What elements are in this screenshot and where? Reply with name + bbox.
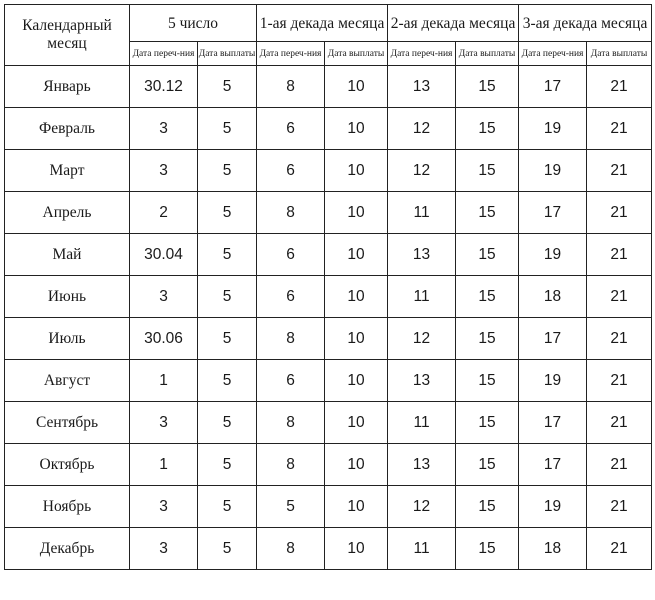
subheader-transfer-date: Дата переч-ния [130, 42, 198, 66]
payment-date-cell: 5 [198, 318, 257, 360]
payment-date-cell: 10 [325, 360, 388, 402]
transfer-date-cell: 11 [388, 402, 456, 444]
payment-date-cell: 21 [587, 234, 652, 276]
group-header-5th-day: 5 число [130, 5, 257, 42]
month-cell: Февраль [5, 108, 130, 150]
transfer-date-cell: 12 [388, 150, 456, 192]
transfer-date-cell: 19 [519, 234, 587, 276]
transfer-date-cell: 18 [519, 276, 587, 318]
transfer-date-cell: 12 [388, 486, 456, 528]
table-row [5, 192, 652, 234]
transfer-date-cell: 8 [257, 192, 325, 234]
payment-date-cell: 21 [587, 192, 652, 234]
payment-date-cell: 15 [456, 444, 519, 486]
payment-date-cell: 5 [198, 444, 257, 486]
table-row [5, 150, 652, 192]
transfer-date-cell: 13 [388, 444, 456, 486]
group-header-decade-2: 2-ая декада месяца [388, 5, 519, 42]
transfer-date-cell: 8 [257, 528, 325, 570]
transfer-date-cell: 6 [257, 108, 325, 150]
payment-date-cell: 10 [325, 318, 388, 360]
transfer-date-cell: 19 [519, 108, 587, 150]
group-header-decade-1: 1-ая декада месяца [257, 5, 388, 42]
payment-date-cell: 21 [587, 486, 652, 528]
payment-date-cell: 10 [325, 444, 388, 486]
subheader-transfer-date: Дата переч-ния [388, 42, 456, 66]
transfer-date-cell: 6 [257, 276, 325, 318]
payment-date-cell: 21 [587, 318, 652, 360]
table-row [5, 360, 652, 402]
transfer-date-cell: 12 [388, 108, 456, 150]
payment-date-cell: 21 [587, 108, 652, 150]
transfer-date-cell: 3 [130, 150, 198, 192]
table-body [5, 66, 652, 570]
payment-date-cell: 21 [587, 444, 652, 486]
transfer-date-cell: 3 [130, 486, 198, 528]
payment-date-cell: 5 [198, 486, 257, 528]
table-row [5, 444, 652, 486]
payment-date-cell: 10 [325, 276, 388, 318]
payment-date-cell: 21 [587, 276, 652, 318]
transfer-date-cell: 17 [519, 318, 587, 360]
payment-date-cell: 15 [456, 360, 519, 402]
transfer-date-cell: 11 [388, 192, 456, 234]
payment-date-cell: 10 [325, 486, 388, 528]
month-cell: Август [5, 360, 130, 402]
transfer-date-cell: 19 [519, 150, 587, 192]
month-cell: Декабрь [5, 528, 130, 570]
table-header-row [5, 5, 652, 42]
month-cell: Январь [5, 66, 130, 108]
transfer-date-cell: 17 [519, 444, 587, 486]
payment-date-cell: 21 [587, 360, 652, 402]
payment-date-cell: 15 [456, 150, 519, 192]
payment-date-cell: 21 [587, 150, 652, 192]
transfer-date-cell: 3 [130, 276, 198, 318]
table-row [5, 528, 652, 570]
payment-date-cell: 21 [587, 402, 652, 444]
transfer-date-cell: 6 [257, 234, 325, 276]
transfer-date-cell: 1 [130, 444, 198, 486]
table-row [5, 234, 652, 276]
payment-date-cell: 5 [198, 192, 257, 234]
payment-date-cell: 5 [198, 108, 257, 150]
transfer-date-cell: 30.06 [130, 318, 198, 360]
transfer-date-cell: 11 [388, 528, 456, 570]
payment-date-cell: 5 [198, 276, 257, 318]
month-cell: Сентябрь [5, 402, 130, 444]
subheader-payment-date: Дата выплаты [198, 42, 257, 66]
transfer-date-cell: 12 [388, 318, 456, 360]
month-cell: Октябрь [5, 444, 130, 486]
payment-date-cell: 15 [456, 486, 519, 528]
payment-date-cell: 15 [456, 528, 519, 570]
transfer-date-cell: 8 [257, 444, 325, 486]
table-row [5, 276, 652, 318]
month-cell: Ноябрь [5, 486, 130, 528]
payment-date-cell: 21 [587, 528, 652, 570]
table-row [5, 66, 652, 108]
payment-date-cell: 15 [456, 276, 519, 318]
payment-schedule-table [4, 4, 652, 570]
payment-date-cell: 15 [456, 402, 519, 444]
month-cell: Март [5, 150, 130, 192]
transfer-date-cell: 13 [388, 360, 456, 402]
payment-date-cell: 5 [198, 66, 257, 108]
transfer-date-cell: 17 [519, 192, 587, 234]
payment-date-cell: 10 [325, 192, 388, 234]
subheader-transfer-date: Дата переч-ния [519, 42, 587, 66]
transfer-date-cell: 1 [130, 360, 198, 402]
transfer-date-cell: 30.12 [130, 66, 198, 108]
payment-date-cell: 10 [325, 108, 388, 150]
transfer-date-cell: 3 [130, 402, 198, 444]
month-column-header: Календарный месяц [5, 5, 130, 66]
table-row [5, 108, 652, 150]
transfer-date-cell: 19 [519, 486, 587, 528]
transfer-date-cell: 8 [257, 402, 325, 444]
month-cell: Июнь [5, 276, 130, 318]
payment-date-cell: 5 [198, 360, 257, 402]
month-cell: Июль [5, 318, 130, 360]
subheader-payment-date: Дата выплаты [456, 42, 519, 66]
payment-date-cell: 15 [456, 318, 519, 360]
payment-date-cell: 5 [198, 402, 257, 444]
payment-date-cell: 15 [456, 108, 519, 150]
transfer-date-cell: 18 [519, 528, 587, 570]
table-row [5, 402, 652, 444]
payment-date-cell: 15 [456, 192, 519, 234]
transfer-date-cell: 3 [130, 528, 198, 570]
transfer-date-cell: 17 [519, 66, 587, 108]
payment-date-cell: 10 [325, 66, 388, 108]
transfer-date-cell: 30.04 [130, 234, 198, 276]
transfer-date-cell: 13 [388, 234, 456, 276]
transfer-date-cell: 2 [130, 192, 198, 234]
month-cell: Апрель [5, 192, 130, 234]
payment-date-cell: 5 [198, 528, 257, 570]
table-row [5, 486, 652, 528]
payment-date-cell: 10 [325, 150, 388, 192]
table-row [5, 318, 652, 360]
subheader-transfer-date: Дата переч-ния [257, 42, 325, 66]
payment-date-cell: 10 [325, 402, 388, 444]
transfer-date-cell: 6 [257, 150, 325, 192]
payment-date-cell: 5 [198, 234, 257, 276]
transfer-date-cell: 5 [257, 486, 325, 528]
payment-date-cell: 10 [325, 528, 388, 570]
transfer-date-cell: 8 [257, 318, 325, 360]
group-header-decade-3: 3-ая декада месяца [519, 5, 652, 42]
transfer-date-cell: 13 [388, 66, 456, 108]
transfer-date-cell: 6 [257, 360, 325, 402]
transfer-date-cell: 19 [519, 360, 587, 402]
payment-date-cell: 15 [456, 66, 519, 108]
payment-date-cell: 5 [198, 150, 257, 192]
month-cell: Май [5, 234, 130, 276]
transfer-date-cell: 8 [257, 66, 325, 108]
transfer-date-cell: 17 [519, 402, 587, 444]
payment-date-cell: 10 [325, 234, 388, 276]
subheader-payment-date: Дата выплаты [587, 42, 652, 66]
payment-date-cell: 21 [587, 66, 652, 108]
payment-date-cell: 15 [456, 234, 519, 276]
transfer-date-cell: 11 [388, 276, 456, 318]
transfer-date-cell: 3 [130, 108, 198, 150]
subheader-payment-date: Дата выплаты [325, 42, 388, 66]
